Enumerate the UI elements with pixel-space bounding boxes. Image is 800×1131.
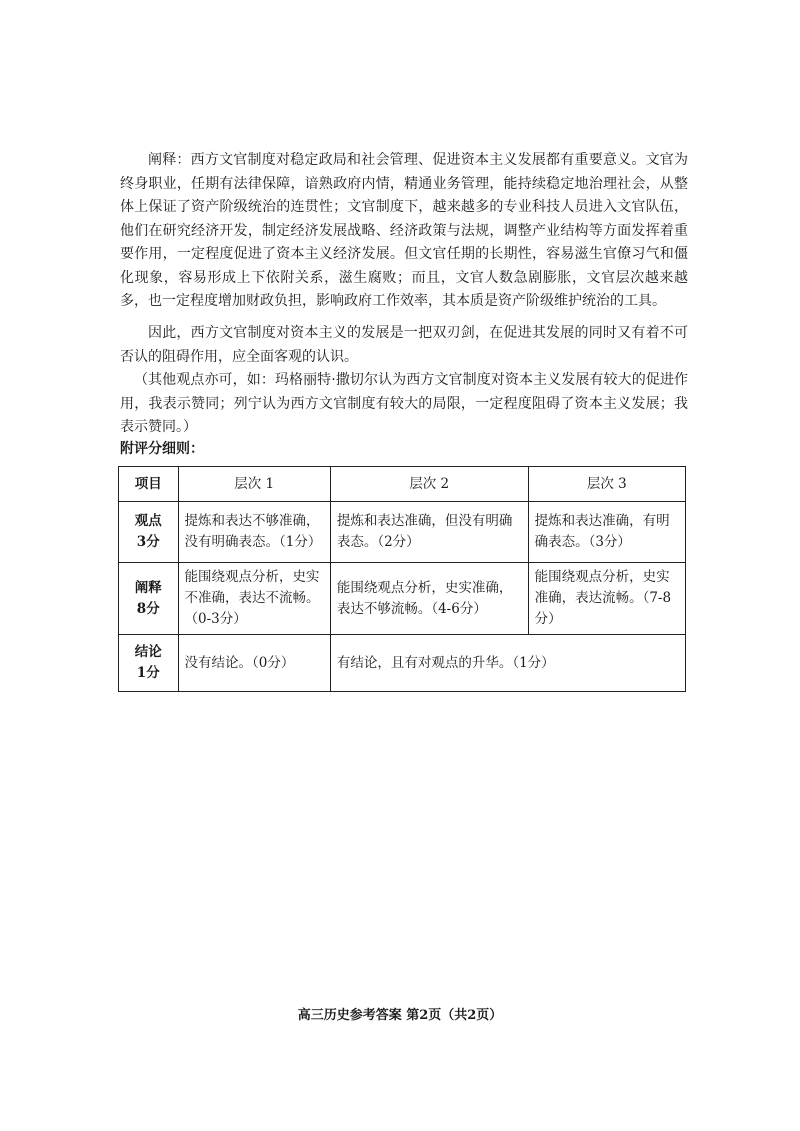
header-level-3: 层次 3 [528,467,685,502]
row-item-conclusion: 结论 1分 [119,635,179,692]
other-views-paragraph: （其他观点亦可，如：玛格丽特·撒切尔认为西方文官制度对资本主义发展有较大的促进作用，我表示赞同；列宁认为西方文官制度有较大的局限，一定程度阻碍了资本主义发展；我表示赞同。） [120,372,688,435]
cell-level-2-3: 有结论，且有对观点的升华。（1分） [330,635,685,692]
cell-level-1: 能围绕观点分析，史实不准确，表达不流畅。（0-3分） [178,563,330,635]
rubric-title: 附评分细则： [120,441,204,457]
table-row [119,502,686,563]
cell-level-2: 能围绕观点分析，史实准确，表达不够流畅。（4-6分） [330,563,528,635]
conclusion-paragraph: 因此，西方文官制度对资本主义的发展是一把双刃剑，在促进其发展的同时又有着不可否认的阻碍作用，应全面客观的认识。 [120,325,688,365]
header-item: 项目 [119,467,179,502]
scoring-rubric-table [118,466,686,692]
header-level-1: 层次 1 [178,467,330,502]
cell-level-1: 提炼和表达不够准确，没有明确表态。（1分） [178,502,330,563]
explanation-paragraph: 阐释：西方文官制度对稳定政局和社会管理、促进资本主义发展都有重要意义。文官为终身职业，任期有法律保障，谙熟政府内情，精通业务管理，能持续稳定地治理社会，从整体上保证了资产阶级统治的连贯性；文官制度下，越来越多的专业科技人员进入文官队伍，他们在研究经济开发，制定经济发展战略、经济政策与法规，调整产业结构等方面发挥着重要作用，一定程度促进了资本主义经济发展。但文官任期的长期性，容易滋生官僚习气和僵化现象，容易形成上下依附关系，滋生腐败；而且，文官人数急剧膨胀，文官层次越来越多，也一定程度增加财政负担，影响政府工作效率，其本质是资产阶级维护统治的工具。 [120,152,688,309]
cell-level-3: 能围绕观点分析，史实准确，表达流畅。（7-8分） [528,563,685,635]
row-item-viewpoint: 观点 3分 [119,502,179,563]
table-header-row [119,467,686,502]
cell-level-1: 没有结论。（0分） [178,635,330,692]
table-row [119,563,686,635]
table-row [119,635,686,692]
row-item-explanation: 阐释 8分 [119,563,179,635]
cell-level-2: 提炼和表达准确，但没有明确表态。（2分） [330,502,528,563]
cell-level-3: 提炼和表达准确，有明确表态。（3分） [528,502,685,563]
header-level-2: 层次 2 [330,467,528,502]
page-footer: 高三历史参考答案 第2页（共2页） [297,1008,503,1023]
